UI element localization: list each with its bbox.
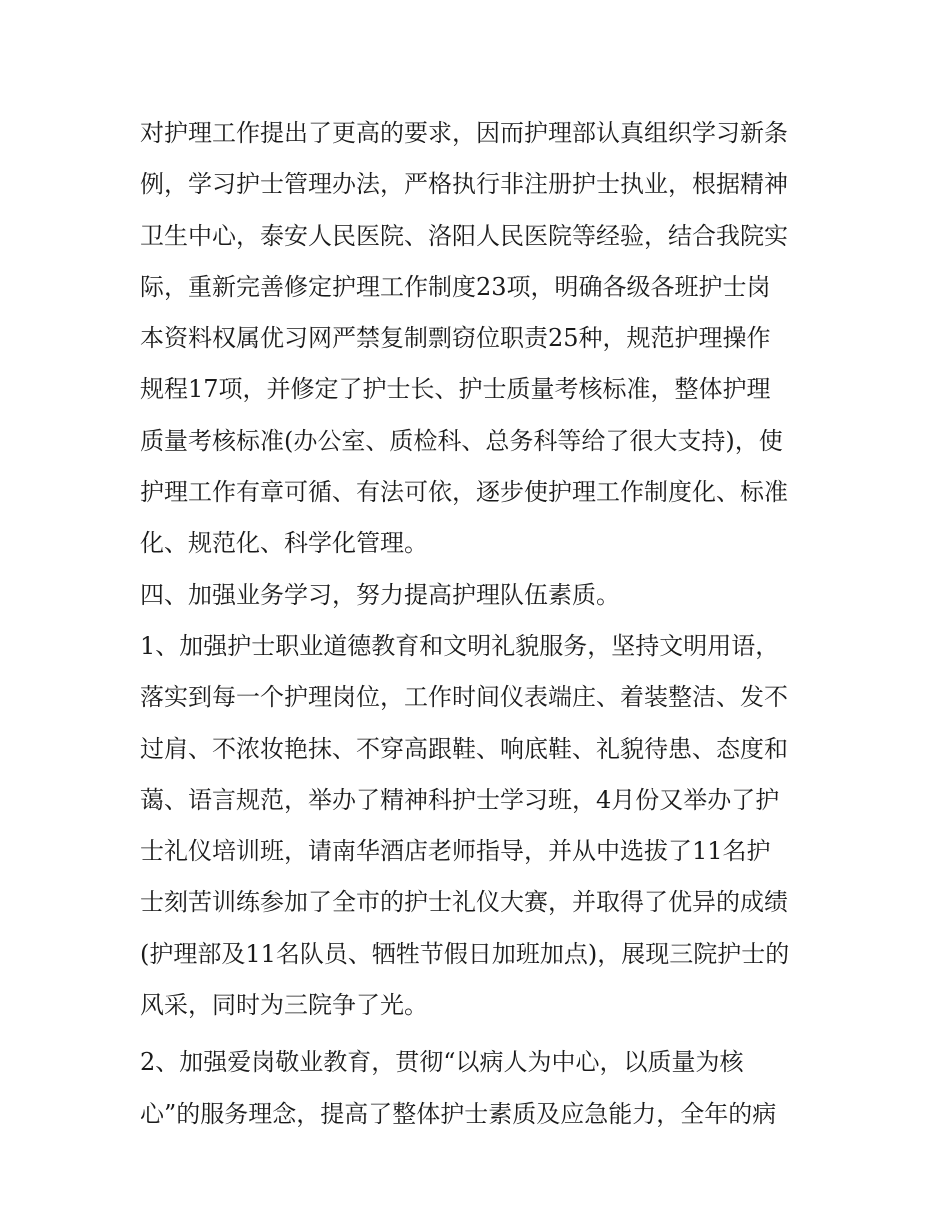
- text-line: 际，重新完善修定护理工作制度23项，明确各级各班护士岗: [140, 272, 771, 301]
- text-line: 1、加强护士职业道德教育和文明礼貌服务，坚持文明用语，: [140, 631, 780, 660]
- text-line: 对护理工作提出了更高的要求，因而护理部认真组织学习新条: [140, 119, 788, 147]
- body-text: [140, 108, 830, 1140]
- text-line: 士刻苦训练参加了全市的护士礼仪大赛，并取得了优异的成绩: [140, 888, 788, 917]
- text-line: 风采，同时为三院争了光。: [140, 991, 428, 1020]
- text-line: 例，学习护士管理办法，严格执行非注册护士执业，根据精神: [140, 170, 788, 199]
- text-line: 落实到每一个护理岗位，工作时间仪表端庄、着装整洁、发不: [140, 683, 788, 712]
- text-line: 卫生中心，泰安人民医院、洛阳人民医院等经验，结合我院实: [140, 221, 788, 250]
- section-heading: 四、加强业务学习，努力提高护理队伍素质。: [140, 580, 620, 609]
- text-line: 护理工作有章可循、有法可依，逐步使护理工作制度化、标准: [140, 478, 788, 507]
- text-line: 2、加强爱岗敬业教育，贯彻“以病人为中心，以质量为核: [140, 1048, 744, 1077]
- text-line: (护理部及11名队员、牺牲节假日加班加点)，展现三院护士的: [140, 939, 790, 968]
- text-line: 质量考核标准(办公室、质检科、总务科等给了很大支持)，使: [140, 426, 783, 455]
- text-line: 化、规范化、科学化管理。: [140, 529, 428, 558]
- text-line: 本资料权属优习网严禁复制剽窃位职责25种，规范护理操作: [140, 324, 771, 353]
- text-line: 心”的服务理念，提高了整体护士素质及应急能力，全年的病: [140, 1099, 777, 1128]
- text-line: 过肩、不浓妆艳抹、不穿高跟鞋、响底鞋、礼貌待患、态度和: [140, 734, 788, 763]
- text-line: 蔼、语言规范，举办了精神科护士学习班，4月份又举办了护: [140, 785, 780, 814]
- text-line: 士礼仪培训班，请南华酒店老师指导，并从中选拔了11名护: [140, 837, 771, 866]
- text-line: 规程17项，并修定了护士长、护士质量考核标准，整体护理: [140, 375, 771, 404]
